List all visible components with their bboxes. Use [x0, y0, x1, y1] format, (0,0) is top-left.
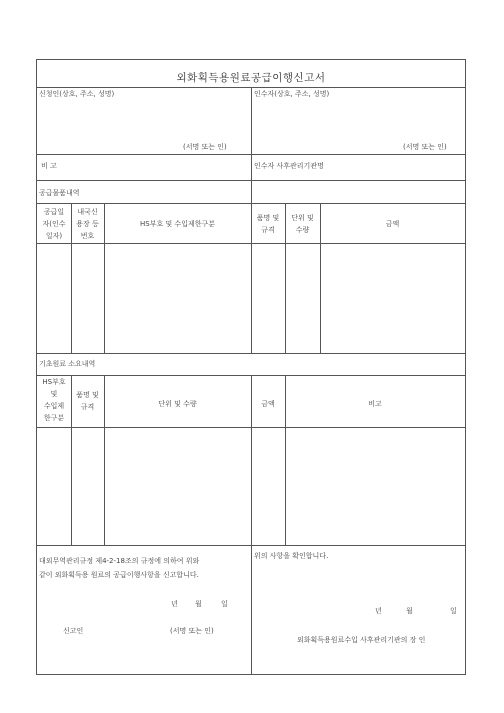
receiver-sign: (서명 또는 인): [403, 143, 447, 151]
receiver-agency-label: 인수자 사후관리기관명: [254, 162, 324, 170]
divider: [251, 87, 252, 203]
item-spec-header: 품명 및 규격: [76, 391, 99, 411]
remarks-label: 비 고: [41, 162, 57, 170]
domestic-lc-header: 내국신 용장 등 번호: [76, 208, 99, 240]
confirmation-date-day: 일: [450, 607, 457, 615]
declaration-date-month: 월: [195, 600, 202, 608]
unit-qty-header: 단위 및 수량: [158, 400, 197, 408]
applicant-sign: (서명 또는 인): [183, 143, 227, 151]
declaration-date-day: 일: [221, 600, 228, 608]
declaration-text-line1: 대외무역관리규정 제4-2-18조의 규정에 의하여 위와: [39, 557, 200, 565]
receiver-label: 인수자(상호, 주소, 성명): [254, 90, 330, 98]
hs-code-header: HS부호 및 수입제한구분: [139, 220, 215, 228]
amount-header: 금액: [385, 220, 400, 228]
supply-report-form: [36, 59, 466, 675]
hs-restriction-header: HS부호 및 수입제 한구분: [42, 378, 66, 422]
confirmation-date-year: 년: [375, 607, 382, 615]
supply-section-label: 공급물품내역: [39, 189, 80, 197]
declaration-date-year: 년: [171, 600, 178, 608]
declarant-sign: (서명 또는 인): [170, 627, 214, 635]
supply-date-header: 공급일 자(인수 일자): [42, 208, 66, 240]
amount-header: 금액: [261, 400, 275, 408]
form-title: 외화획득용원료공급이행신고서: [176, 72, 326, 84]
divider: [37, 353, 465, 354]
divider: [251, 545, 252, 675]
declarant-label: 신고인: [63, 627, 84, 635]
confirmation-text: 위의 사항을 확인합니다.: [254, 552, 329, 560]
item-spec-header: 품명 및 규격: [256, 214, 280, 234]
applicant-label: 신청인(상호, 주소, 성명): [39, 90, 115, 98]
material-section-label: 기초원료 소요내역: [39, 360, 96, 368]
authority-label: 외화획득용원료수입 사후관리기관의 장 인: [297, 636, 426, 644]
declaration-text-line2: 같이 외화획득용 원료의 공급이행사항을 신고합니다.: [39, 571, 199, 579]
confirmation-date-month: 월: [406, 607, 413, 615]
unit-qty-header: 단위 및 수량: [291, 214, 314, 234]
remarks-header: 비고: [368, 400, 382, 408]
